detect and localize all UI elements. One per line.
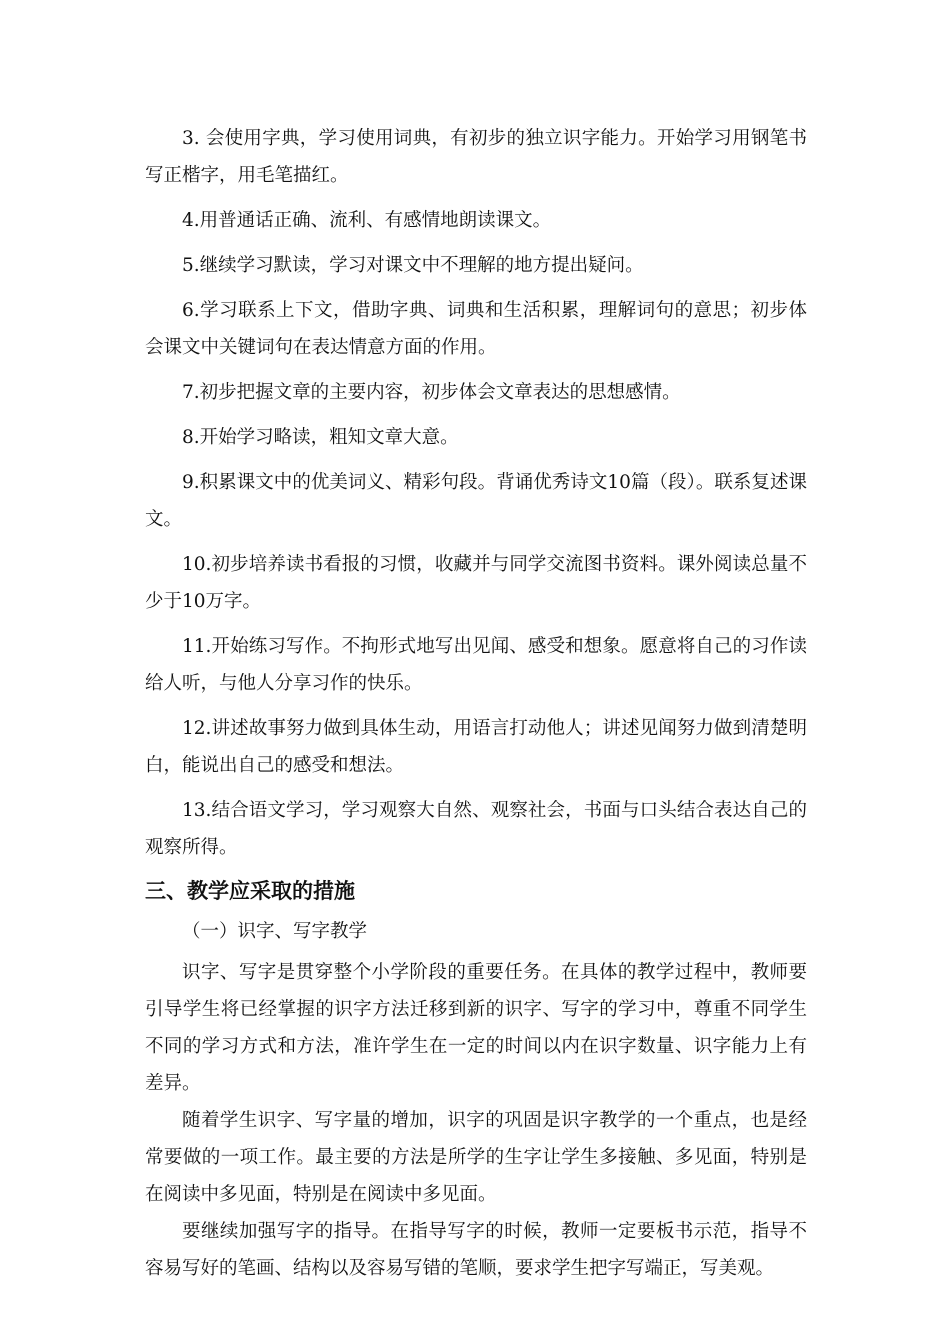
list-item-8: 8.开始学习略读，粗知文章大意。 bbox=[182, 427, 459, 448]
list-item-11: 11.开始练习写作。不拘形式地写出见闻、感受和想象。愿意将自己的习作读给人听，与他人分享习作的快乐。 bbox=[145, 636, 807, 694]
list-item-4: 4.用普通话正确、流利、有感情地朗读课文。 bbox=[182, 210, 552, 231]
body-paragraph-1: 识字、写字是贯穿整个小学阶段的重要任务。在具体的教学过程中，教师要引导学生将已经掌握的识字方法迁移到新的识字、写字的学习中，尊重不同学生不同的学习方式和方法，准许学生在一定的时间以内在识字数量、识字能力上有差异。 bbox=[145, 962, 807, 1094]
list-item-13: 13.结合语文学习，学习观察大自然、观察社会，书面与口头结合表达自己的观察所得。 bbox=[145, 800, 807, 858]
body-paragraph-3: 要继续加强写字的指导。在指导写字的时候，教师一定要板书示范，指导不容易写好的笔画、结构以及容易写错的笔顺，要求学生把字写端正，写美观。 bbox=[145, 1221, 807, 1279]
list-item-3: 3. 会使用字典，学习使用词典，有初步的独立识字能力。开始学习用钢笔书写正楷字，用毛笔描红。 bbox=[145, 128, 807, 186]
body-paragraph-2: 随着学生识字、写字量的增加，识字的巩固是识字教学的一个重点，也是经常要做的一项工作。最主要的方法是所学的生字让学生多接触、多见面，特别是在阅读中多见面，特别是在阅读中多见面。 bbox=[145, 1110, 807, 1205]
list-item-6: 6.学习联系上下文，借助字典、词典和生活积累，理解词句的意思；初步体会课文中关键词句在表达情意方面的作用。 bbox=[145, 300, 807, 358]
document-body bbox=[145, 120, 807, 1287]
list-item-12: 12.讲述故事努力做到具体生动，用语言打动他人；讲述见闻努力做到清楚明白，能说出自己的感受和想法。 bbox=[145, 718, 807, 776]
list-item-10: 10.初步培养读书看报的习惯，收藏并与同学交流图书资料。课外阅读总量不少于10万字。 bbox=[145, 554, 807, 612]
section-heading: 三、教学应采取的措施 bbox=[145, 879, 355, 903]
list-item-7: 7.初步把握文章的主要内容，初步体会文章表达的思想感情。 bbox=[182, 382, 681, 403]
subsection-heading: （一）识字、写字教学 bbox=[182, 921, 368, 942]
list-item-5: 5.继续学习默读，学习对课文中不理解的地方提出疑问。 bbox=[182, 255, 644, 276]
list-item-9: 9.积累课文中的优美词义、精彩句段。背诵优秀诗文10篇（段）。联系复述课文。 bbox=[145, 472, 807, 530]
